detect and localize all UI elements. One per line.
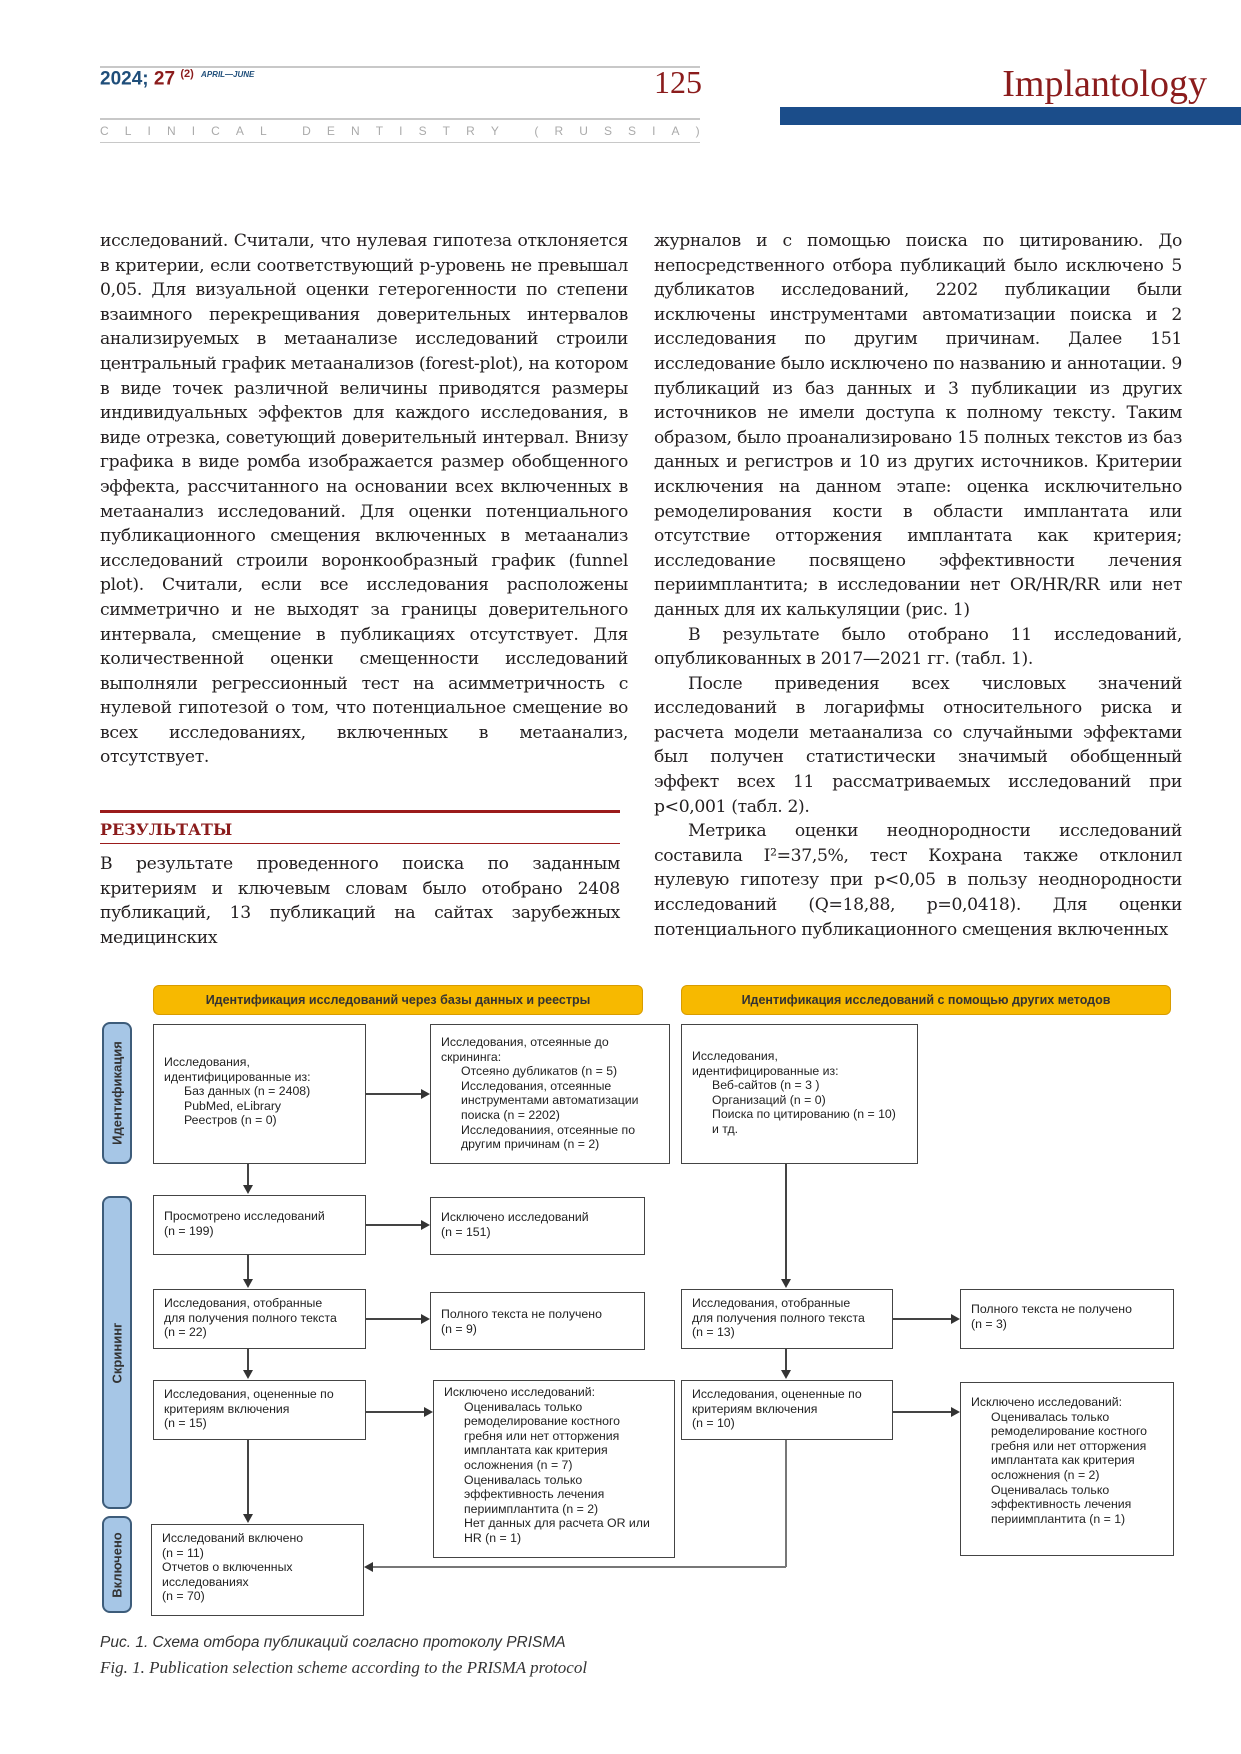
side-label-screening: Скрининг bbox=[102, 1196, 132, 1509]
box-not-retrieved-left: Полного текста не получено (n = 9) bbox=[430, 1292, 645, 1350]
connector bbox=[785, 1349, 787, 1371]
left-column bbox=[100, 229, 628, 770]
arrow-down-icon bbox=[781, 1279, 791, 1288]
right-paragraph-2: В результате было отобрано 11 исследований, опубликованных в 2017—2021 гг. (табл. 1). bbox=[654, 624, 1182, 670]
results-paragraph: В результате проведенного поиска по заданным критериям и ключевым словам было отобрано 2408 публикаций, 13 публикаций на сайтах зарубежных медицинских bbox=[100, 854, 620, 948]
right-column bbox=[654, 229, 1182, 942]
section-bar bbox=[780, 107, 1241, 125]
issue-year: 2024; bbox=[100, 68, 149, 90]
connector bbox=[785, 1440, 787, 1567]
arrow-down-icon bbox=[781, 1370, 791, 1379]
connector bbox=[893, 1411, 951, 1413]
figure-caption-en: Fig. 1. Publication selection scheme according to the PRISMA protocol bbox=[100, 1658, 588, 1677]
arrow-right-icon bbox=[951, 1314, 960, 1324]
header-other-methods: Идентификация исследований с помощью других методов bbox=[681, 985, 1171, 1015]
connector bbox=[366, 1318, 421, 1320]
box-assessed-left: Исследования, оцененные по критериям включения (n = 15) bbox=[153, 1380, 366, 1440]
arrow-right-icon bbox=[421, 1314, 430, 1324]
arrow-down-icon bbox=[243, 1514, 253, 1523]
arrow-down-icon bbox=[243, 1370, 253, 1379]
box-sought-retrieval-right: Исследования, отобранные для получения полного текста (n = 13) bbox=[681, 1289, 893, 1349]
journal-name: C L I N I C A L D E N T I S T R Y ( R U S S I A ) bbox=[100, 124, 700, 138]
box-removed-before-screening: Исследования, отсеянные до скрининга: Отсеяно дубликатов (n = 5) Исследования, отсеянные инструментами автоматизации поиска (n = 2202) Исследованиия, отсеянные по другим причинам (n = 2) bbox=[430, 1024, 670, 1164]
connector bbox=[893, 1318, 951, 1320]
section-title: Implantology bbox=[1002, 63, 1207, 105]
connector bbox=[785, 1164, 787, 1280]
issue-number: (2) bbox=[180, 68, 194, 80]
methods-paragraph: исследований. Считали, что нулевая гипотеза отклоняется в критерии, если соответствующий p-уровень не превышал 0,05. Для визуальной оценки гетерогенности по степени взаимного перекрещивания доверительных интервалов анализируемых в метаанализе исследований строили центральный график метаанализов (forest-plot), на котором в виде точек различной величины приводятся размеры индивидуальных эффектов для каждого исследования, в виде отрезка, советующий доверительный интервал. Внизу графика в виде ромба изображается размер обобщенного эффекта, рассчитанного на основании всех включенных в метаанализ исследований. Для оценки потенциального публикационного смещения включенных в метаанализ исследований строили воронкообразный график (funnel plot). Считали, если все исследования расположены симметрично и не выходят за границы доверительного интервала, смещение в публикациях отсутствует. Для количественной оценки смещенности исследований выполняли регрессионный тест на асимметричность с нулевой гипотезой о том, что потенциальное смещение во всех исследованиях, включенных в метаанализ, отсутствует. bbox=[100, 231, 628, 768]
connector bbox=[366, 1411, 424, 1413]
arrow-down-icon bbox=[243, 1185, 253, 1194]
arrow-right-icon bbox=[951, 1407, 960, 1417]
header-databases: Идентификация исследований через базы данных и реестры bbox=[153, 985, 643, 1015]
issue-months: APRIL—JUNE bbox=[201, 70, 255, 79]
connector bbox=[247, 1164, 249, 1186]
box-identified-other: Исследования, идентифицированные из: Веб-сайтов (n = 3 ) Организаций (n = 0) Поиска по цитированию (n = 10) и тд. bbox=[681, 1024, 918, 1164]
connector bbox=[373, 1566, 786, 1568]
results-heading: РЕЗУЛЬТАТЫ bbox=[100, 820, 233, 839]
connector bbox=[247, 1440, 249, 1515]
header-middle-rule bbox=[100, 118, 700, 120]
box-excluded-reasons-right: Исключено исследований: Оценивалась только ремоделирование костного гребня или нет отторжения имплантата как критерия осложнения (n = 2) Оценивалась только эффективность лечения периимплантита (n = 1) bbox=[960, 1382, 1174, 1556]
connector bbox=[247, 1349, 249, 1371]
arrow-left-icon bbox=[364, 1562, 373, 1572]
results-rule-top bbox=[100, 810, 620, 813]
issue-volume: 27 bbox=[153, 68, 176, 90]
issue-info bbox=[100, 68, 254, 90]
header-bottom-rule bbox=[100, 142, 700, 143]
figure-caption-ru: Рис. 1. Схема отбора публикаций согласно протоколу PRISMA bbox=[100, 1634, 566, 1651]
arrow-right-icon bbox=[421, 1089, 430, 1099]
side-label-identification: Идентификация bbox=[102, 1022, 132, 1164]
box-identified-databases: Исследования, идентифицированные из: Баз данных (n = 2408) PubMed, eLibrary Реестров (n = 0) bbox=[153, 1024, 366, 1164]
page-number: 125 bbox=[654, 64, 702, 100]
box-not-retrieved-right: Полного текста не получено (n = 3) bbox=[960, 1289, 1174, 1349]
connector bbox=[366, 1093, 421, 1095]
box-excluded-151: Исключено исследований (n = 151) bbox=[430, 1197, 645, 1255]
right-paragraph-4: Метрика оценки неоднородности исследований составила I²=37,5%, тест Кохрана также отклонил нулевую гипотезу при p<0,05 в пользу неоднородности исследований (Q=18,88, p=0,0418). Для оценки потенциального публикационного смещения включенных bbox=[654, 821, 1182, 940]
arrow-right-icon bbox=[421, 1220, 430, 1230]
right-paragraph-3: После приведения всех числовых значений исследований в логарифмы относительного риска и расчета модели метаанализа со случайными эффектами был получен статистически значимый обобщенный эффект всех 11 рассматриваемых исследований при p<0,001 (табл. 2). bbox=[654, 673, 1182, 817]
connector bbox=[247, 1255, 249, 1280]
box-sought-retrieval-left: Исследования, отобранные для получения полного текста (n = 22) bbox=[153, 1289, 366, 1349]
results-rule-bottom bbox=[100, 843, 620, 844]
side-label-included: Включено bbox=[102, 1516, 132, 1613]
box-included: Исследований включено (n = 11) Отчетов о включенных исследованиях (n = 70) bbox=[151, 1524, 364, 1616]
box-excluded-reasons-left: Исключено исследований: Оценивалась только ремоделирование костного гребня или нет отторжения имплантата как критерия осложнения (n = 7) Оценивалась только эффективность лечения периимплантита (n = 2) Нет данных для расчета OR или HR (n = 1) bbox=[433, 1380, 675, 1558]
right-paragraph-1: журналов и с помощью поиска по цитированию. До непосредственного отбора публикаций было исключено 5 дубликатов исследований, 2202 публикации были исключены инструментами автоматизации поиска и 2 исследования по другим причинам. Далее 151 исследование было исключено по названию и аннотации. 9 публикаций из баз данных и 3 публикации из других источников не имели доступа к полному тексту. Таким образом, было проанализировано 15 полных текстов из баз данных и регистров и 10 из других источников. Критерии исключения на данном этапе: оценка исключительно ремоделирования кости в области имплантата или отсутствие отторжения имплантата как критерия; исследование посвящено эффективности лечения периимплантита; в исследовании нет OR/HR/RR или нет данных для их калькуляции (рис. 1) bbox=[654, 231, 1182, 620]
connector bbox=[366, 1224, 421, 1226]
box-screened: Просмотрено исследований (n = 199) bbox=[153, 1195, 366, 1255]
box-assessed-right: Исследования, оцененные по критериям включения (n = 10) bbox=[681, 1380, 893, 1440]
arrow-down-icon bbox=[243, 1279, 253, 1288]
arrow-right-icon bbox=[424, 1407, 433, 1417]
